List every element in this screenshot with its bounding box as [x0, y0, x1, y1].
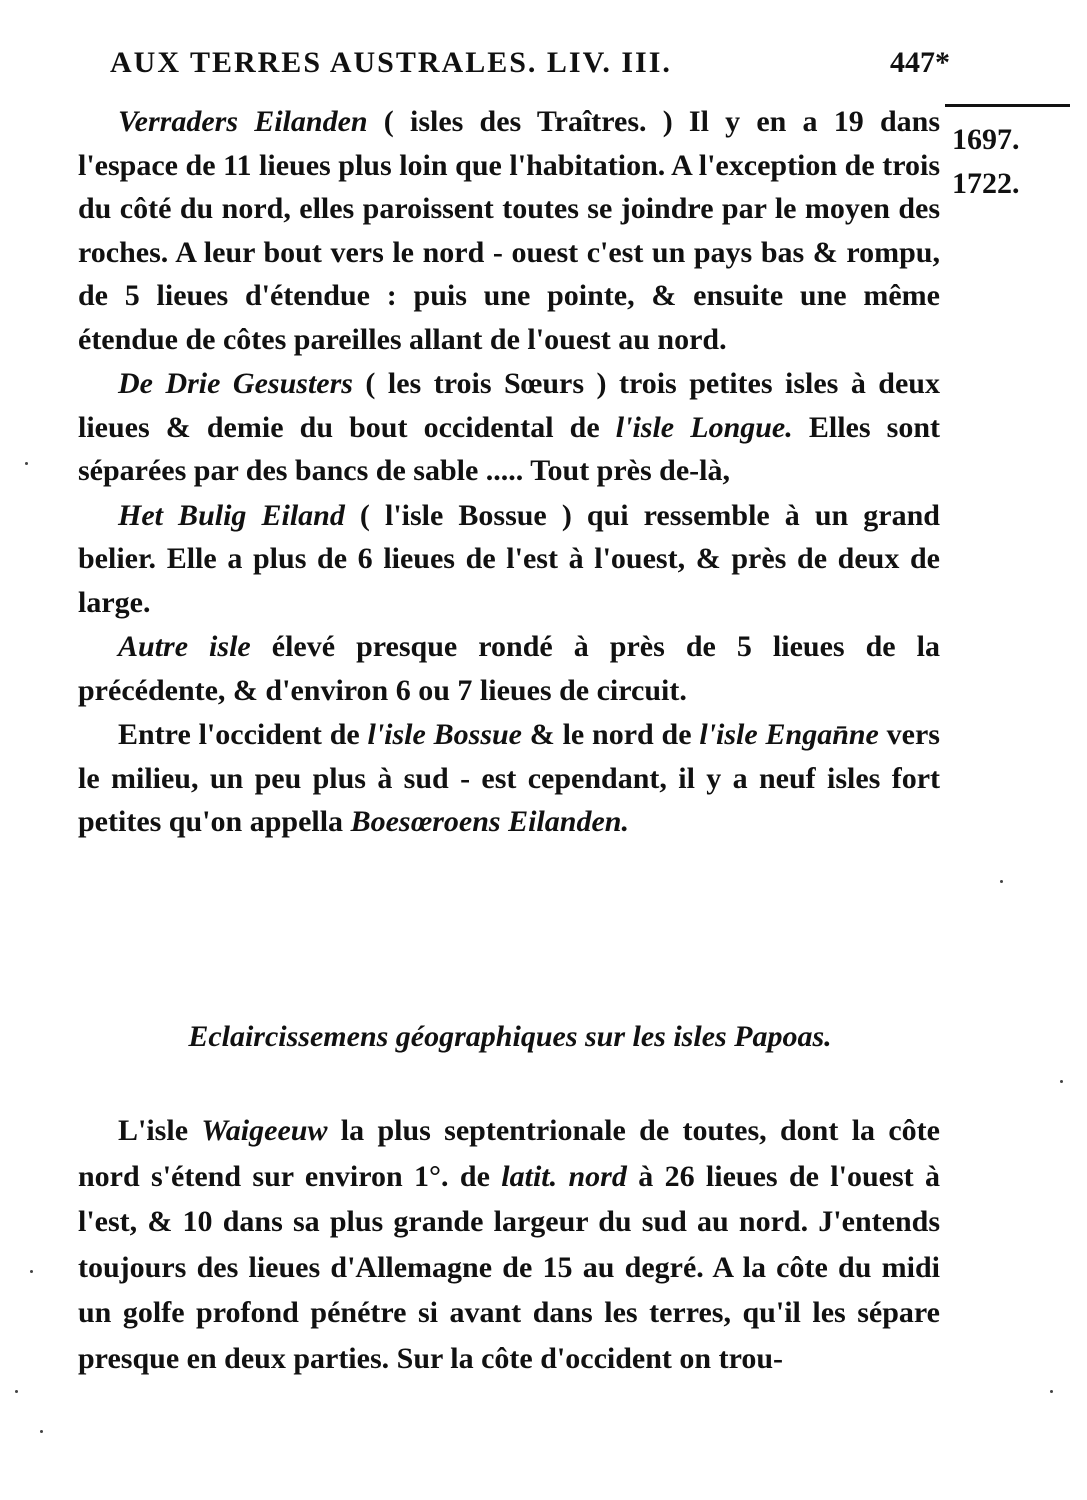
margin-year-note [952, 118, 1072, 206]
year-end: 1722. [952, 167, 1020, 200]
paragraph-waigeeuw: L'isle Waigeeuw la plus septentrionale de toutes, dont la côte nord s'étend sur environ 1°. de latit. nord à 26 lieues de l'ouest à l'est, & 10 dans sa plus grande largeur du sud au nord. J'entends toujours des lieues d'Allemagne de 15 au degré. A la côte du midi un golfe profond pénétre si avant dans les terres, qu'il les sépare presque en deux parties. Sur la côte d'occident on trou- [78, 1114, 941, 1375]
body-text-section [78, 1108, 940, 1381]
paragraph-bulig-eiland: Het Bulig Eiland ( l'isle Bossue ) qui ressemble à un grand belier. Elle a plus de 6 lieues de l'est à l'ouest, & près de deux de large. [78, 498, 940, 619]
place-name: Waigeeuw [201, 1114, 328, 1147]
scan-speck [40, 1430, 43, 1433]
place-name: Het Bulig Eiland [118, 498, 345, 532]
page-header [110, 46, 950, 90]
scan-speck [15, 1390, 18, 1393]
paragraph-verraders: Verraders Eilanden ( isles des Traîtres. ) Il y en a 19 dans l'espace de 11 lieues plus loin que l'habitation. A l'exception de trois du côté du nord, elles paroissent toutes se joindre par le moyen des roches. A leur bout vers le nord - ouest c'est un pays bas & rompu, de 5 lieues d'étendue : puis une pointe, & ensuite une même étendue de côtes pareilles allant de l'ouest au nord. [78, 105, 940, 356]
place-name: Verraders Eilanden [118, 105, 368, 138]
scan-speck [30, 1270, 33, 1273]
scan-speck [1000, 880, 1003, 883]
running-title: AUX TERRES AUSTRALES. LIV. III. [110, 46, 672, 79]
paragraph-entre-occident: Entre l'occident de l'isle Bossue & le nord de l'isle Engan̄ne vers le milieu, un peu plus à sud - est cependant, il y a neuf isles fort petites qu'on appella Boesœroens Eilanden. [78, 718, 940, 838]
paragraph-autre-isle: Autre isle élevé presque rondé à près de 5 lieues de la précédente, & d'environ 6 ou 7 lieues de circuit. [78, 630, 941, 707]
section-title: Eclaircissemens géographiques sur les isles Papoas. [188, 1020, 832, 1053]
scan-speck [25, 462, 28, 465]
place-name: Autre isle [118, 630, 251, 663]
margin-rule [945, 104, 1070, 107]
paragraph-drie-gesusters: De Drie Gesusters ( les trois Sœurs ) trois petites isles à deux lieues & demie du bout occidental de l'isle Longue. Elles sont séparées par des bancs de sable ..... Tout près de-là, [78, 367, 940, 487]
page-number: 447* [890, 46, 950, 79]
scan-speck [1060, 1080, 1063, 1083]
scan-speck [1050, 1390, 1053, 1393]
place-name: De Drie Gesusters [118, 367, 353, 400]
body-text [78, 100, 940, 845]
year-start: 1697. [952, 123, 1020, 156]
